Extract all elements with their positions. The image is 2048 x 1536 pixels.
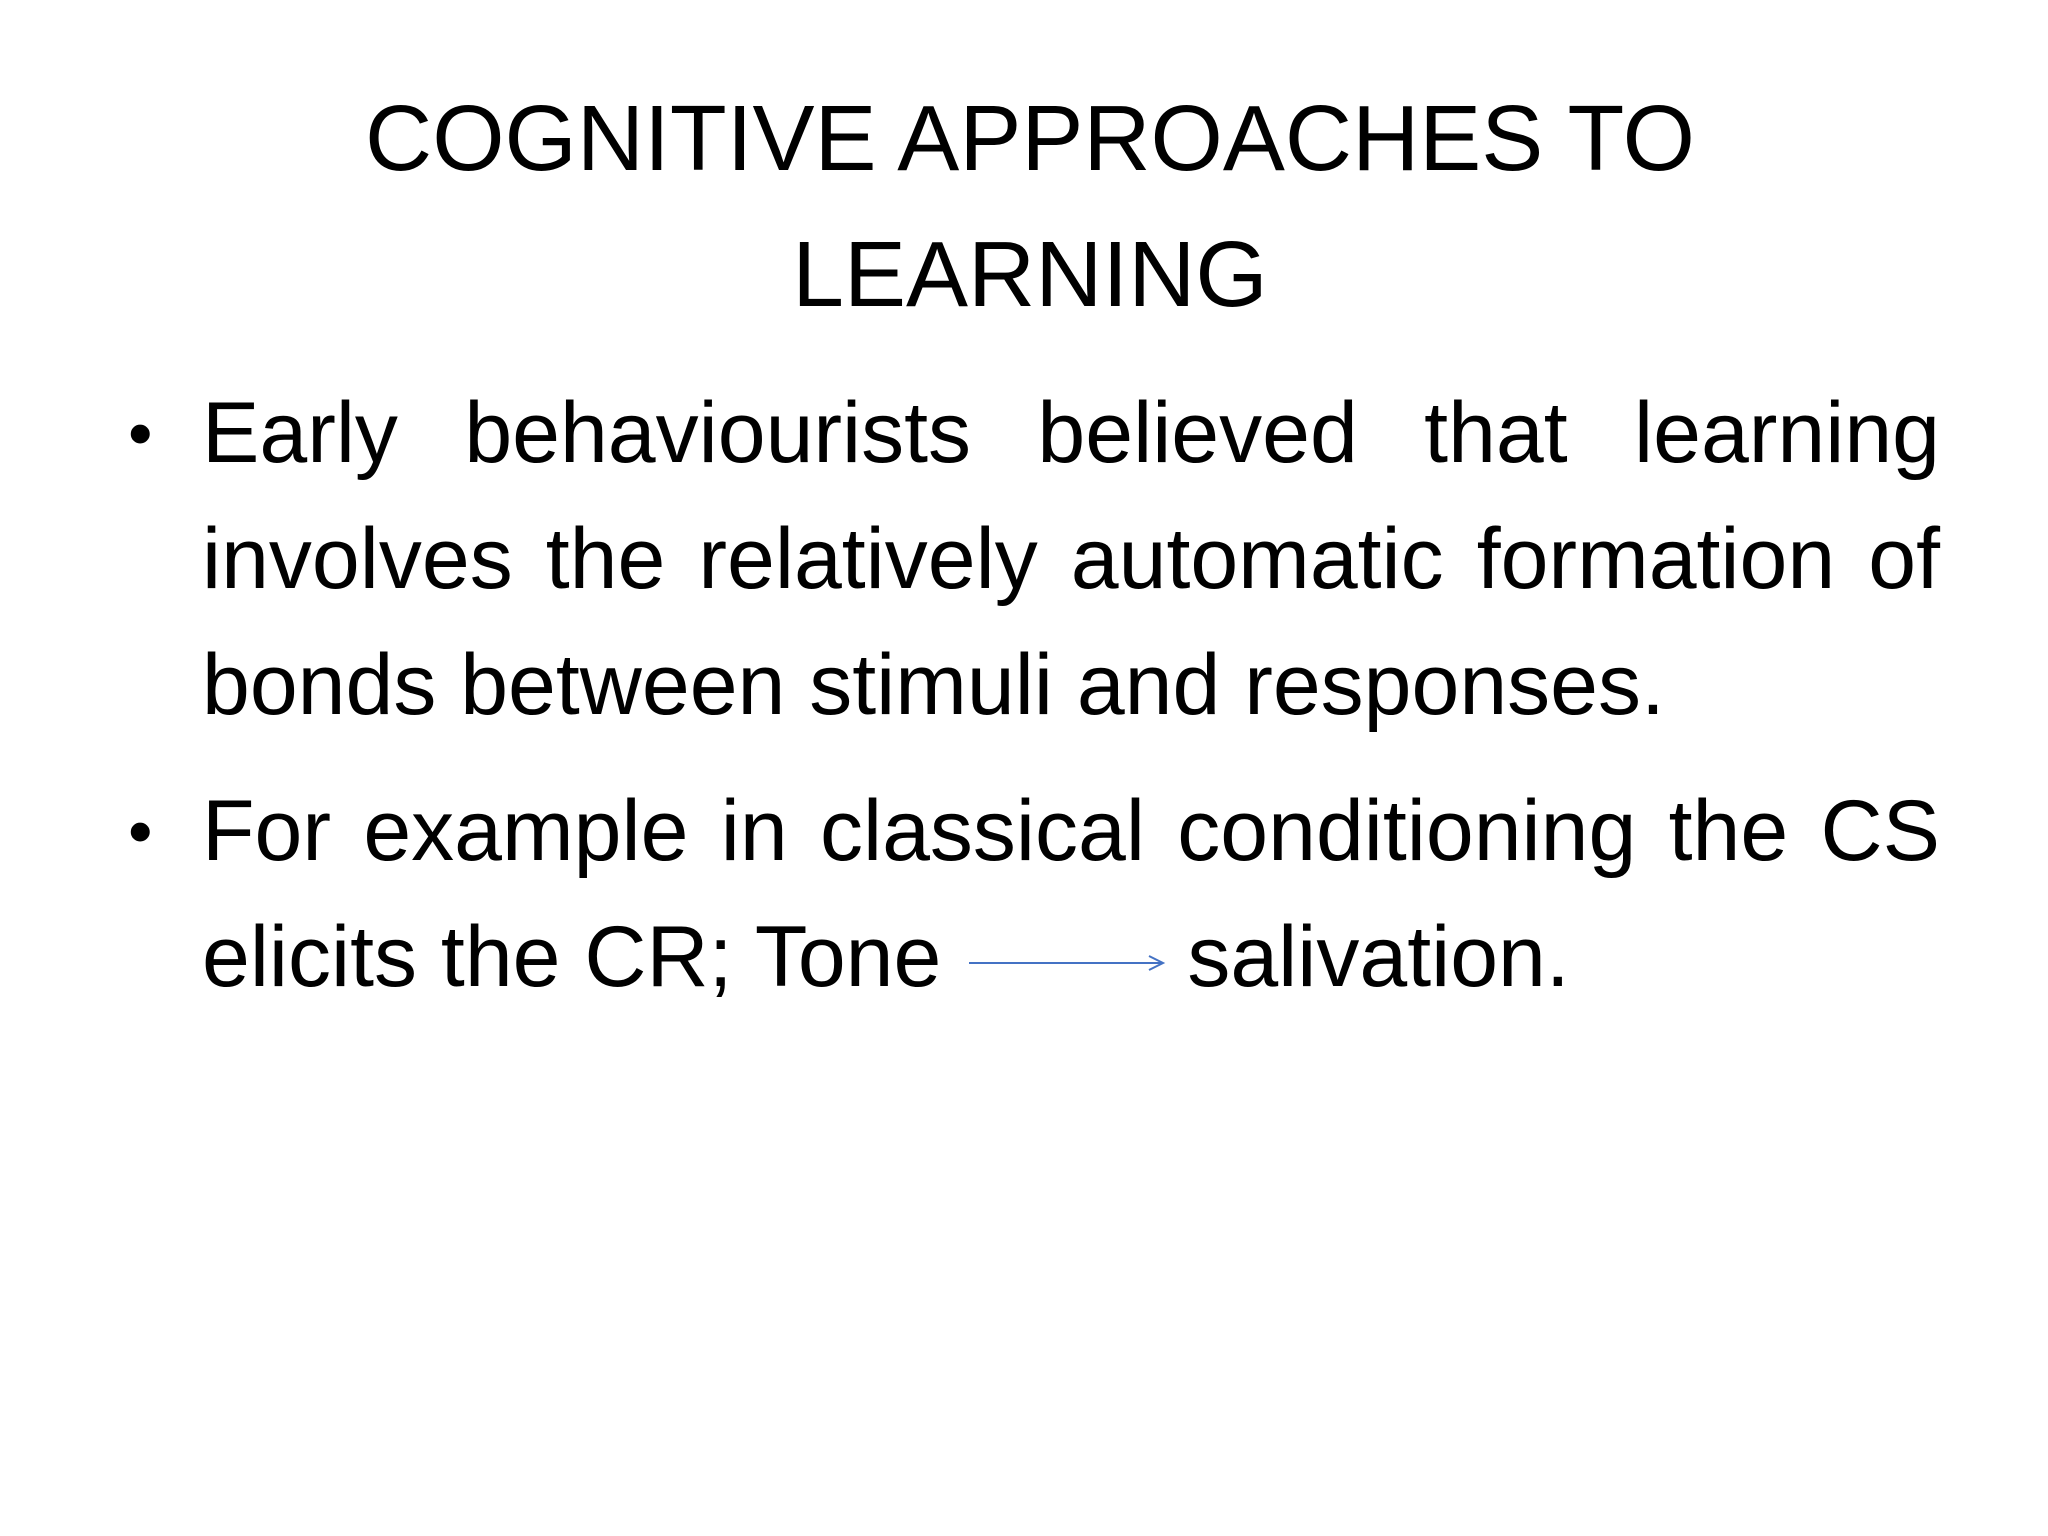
bullet-text-after-arrow: salivation.	[1187, 909, 1570, 1005]
bullet-icon: •	[128, 792, 153, 870]
title-line-2: LEARNING	[792, 222, 1268, 326]
bullet-text	[202, 768, 1940, 1020]
bullet-text: Early behaviourists believed that learning involves the relatively automatic formation of bonds between stimuli and responses.	[202, 385, 1940, 733]
bullet-text-before-arrow: For example in classical conditioning the CS elicits the CR; Tone	[202, 783, 1940, 1005]
title-line-1: COGNITIVE APPROACHES TO	[365, 86, 1695, 190]
right-arrow-icon	[969, 948, 1169, 978]
slide-title	[180, 70, 1880, 342]
bullet-item-classical-conditioning	[120, 768, 1940, 1020]
bullet-item-behaviourists	[120, 370, 1940, 748]
bullet-list	[120, 370, 1940, 1020]
bullet-icon: •	[128, 394, 153, 472]
